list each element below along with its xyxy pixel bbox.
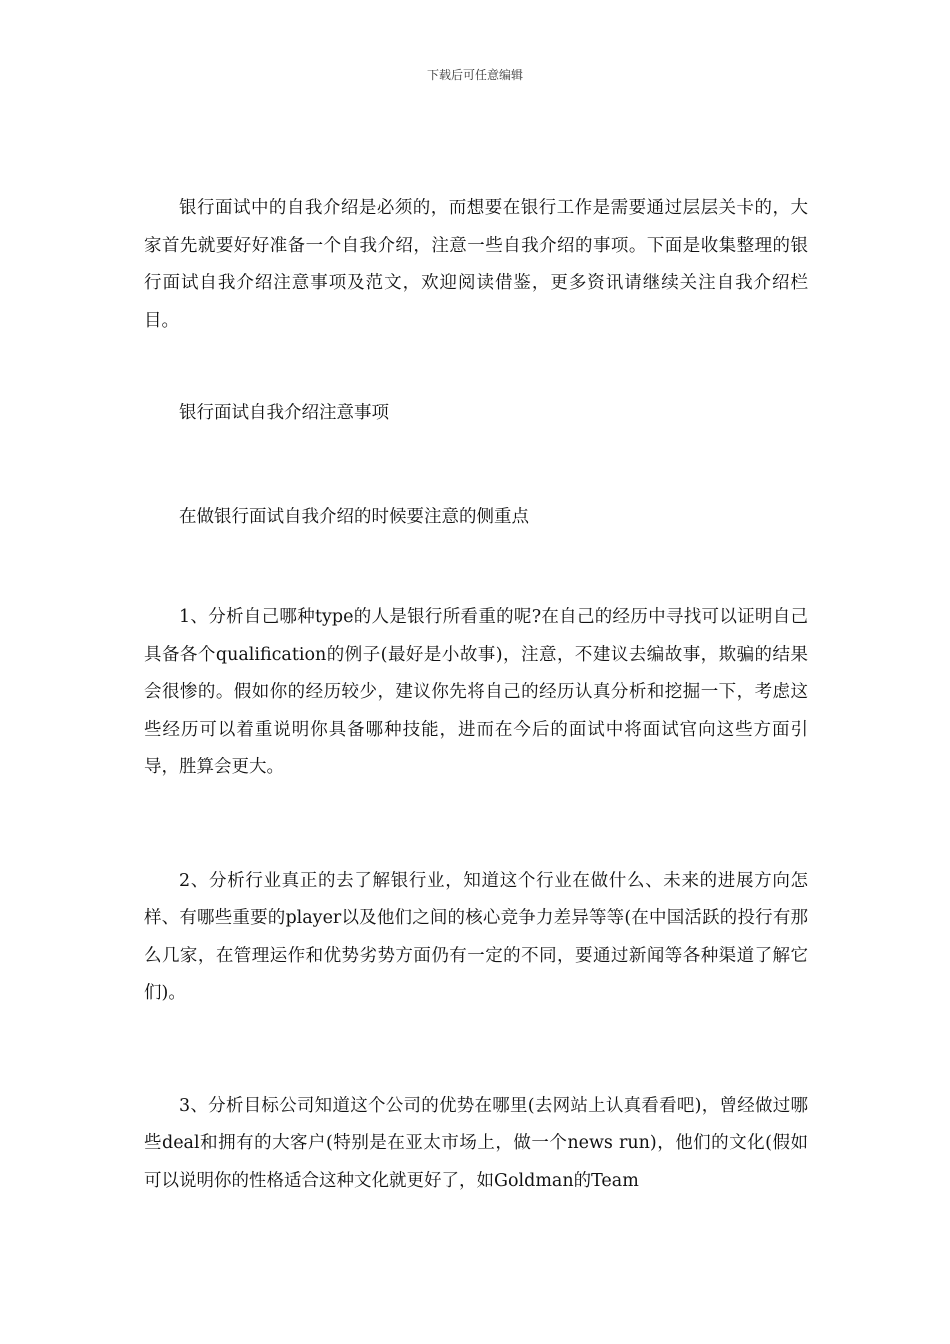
document-body bbox=[144, 190, 808, 1200]
point-3-paragraph: 3、分析目标公司知道这个公司的优势在哪里(去网站上认真看看吧)，曾经做过哪些deal和拥有的大客户(特别是在亚太市场上，做一个news run)，他们的文化(假如可以说明你的性格适合这种文化就更好了，如Goldman的Team bbox=[144, 1095, 808, 1191]
intro-paragraph: 银行面试中的自我介绍是必须的，而想要在银行工作是需要通过层层关卡的，大家首先就要好好准备一个自我介绍，注意一些自我介绍的事项。下面是收集整理的银行面试自我介绍注意事项及范文，欢迎阅读借鉴，更多资讯请继续关注自我介绍栏目。 bbox=[144, 198, 808, 331]
section-subtitle: 在做银行面试自我介绍的时候要注意的侧重点 bbox=[179, 506, 529, 527]
page-header: 下载后可任意编辑 bbox=[426, 68, 523, 82]
point-2-paragraph: 2、分析行业真正的去了解银行业，知道这个行业在做什么、未来的进展方向怎样、有哪些重要的player以及他们之间的核心竞争力差异等等(在中国活跃的投行有那么几家，在管理运作和优势劣势方面仍有一定的不同，要通过新闻等各种渠道了解它们)。 bbox=[144, 870, 808, 1003]
section-title: 银行面试自我介绍注意事项 bbox=[179, 403, 389, 423]
point-1-paragraph: 1、分析自己哪种type的人是银行所看重的呢?在自己的经历中寻找可以证明自己具备各个qualification的例子(最好是小故事)，注意，不建议去编故事，欺骗的结果会很惨的。假如你的经历较少，建议你先将自己的经历认真分析和挖掘一下，考虑这些经历可以着重说明你具备哪种技能，进而在今后的面试中将面试官向这些方面引导，胜算会更大。 bbox=[144, 607, 808, 777]
